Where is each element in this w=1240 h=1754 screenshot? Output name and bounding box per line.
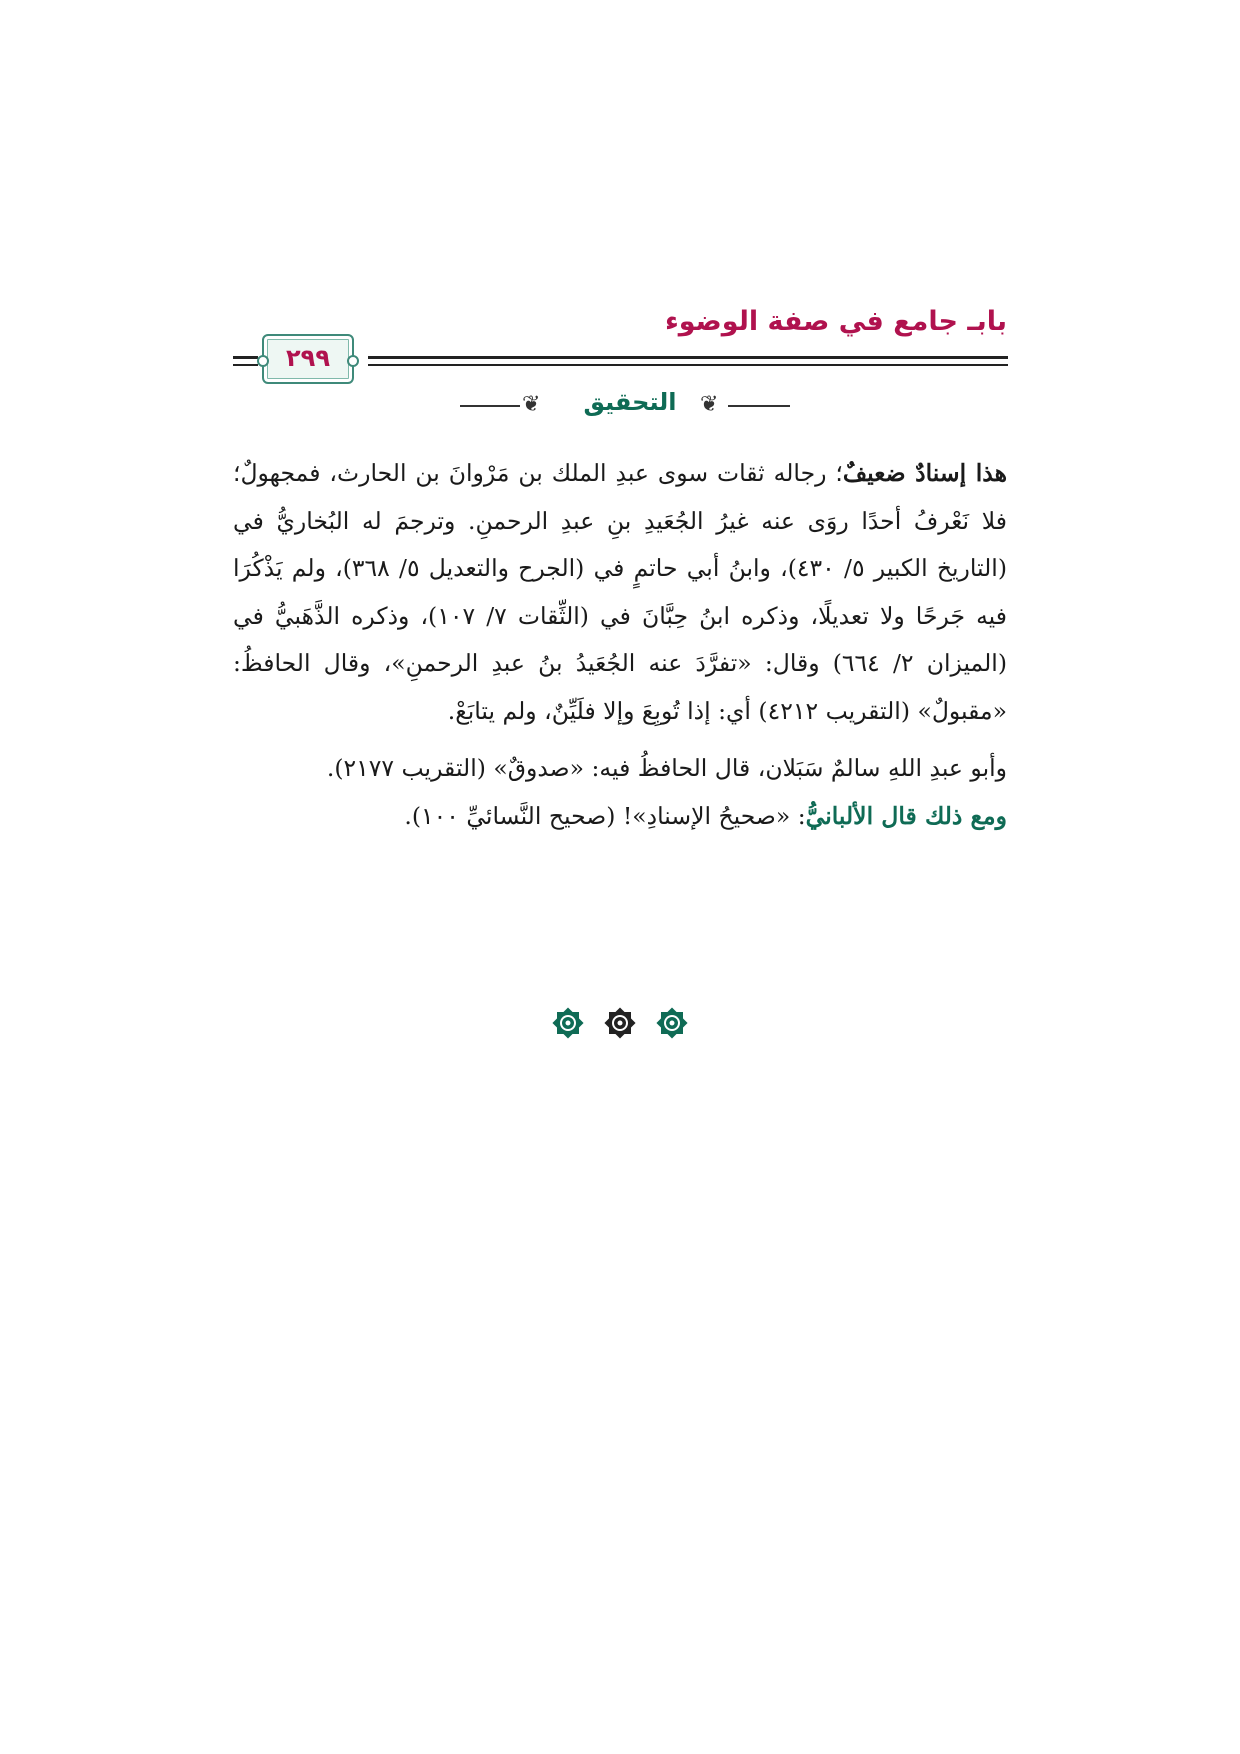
section-end-ornaments xyxy=(520,1006,720,1046)
running-head: بابـ جامع في صفة الوضوء xyxy=(664,306,1007,337)
header-rule xyxy=(368,364,1008,366)
section-divider-line xyxy=(728,405,790,407)
paragraph-lead: هذا إسنادٌ ضعيفٌ xyxy=(842,459,1008,487)
paragraph xyxy=(233,450,1007,735)
paragraph-text: ؛ رجاله ثقات سوى عبدِ الملك بن مَرْوانَ بن الحارث، فمجهولٌ؛ فلا نَعْرفُ أحدًا روَى عنه غيرُ الجُعَيدِ بنِ عبدِ الرحمنِ. وترجمَ له البُخاريُّ في (التاريخ الكبير ٥/ ٤٣٠)، وابنُ أبي حاتمٍ في (الجرح والتعديل ٥/ ٣٦٨)، ولم يَذْكُرَا فيه جَرحًا ولا تعديلًا، وذكره ابنُ حِبَّانَ في (الثِّقات ٧/ ١٠٧)، وذكره الذَّهَبيُّ في (الميزان ٢/ ٦٦٤) وقال: «تفرَّدَ عنه الجُعَيدُ بنُ عبدِ الرحمنِ»، وقال الحافظُ: «مقبولٌ» (التقريب ٤٢١٢) أي: إذا تُوبِعَ وإلا فلَيِّنٌ، ولم يتابَعْ. xyxy=(233,459,1008,725)
body-text xyxy=(233,450,1007,840)
paragraph xyxy=(233,745,1007,793)
header-rule-left xyxy=(233,364,258,366)
paragraph-lead: ومع ذلك قال الألبانيُّ xyxy=(805,801,1007,830)
flourish-icon: ❦ xyxy=(522,392,541,417)
header-rule xyxy=(368,356,1008,359)
paragraph-text: وأبو عبدِ اللهِ سالمٌ سَبَلان، قال الحافظُ فيه: «صدوقٌ» (التقريب ٢١٧٧). xyxy=(326,754,1007,782)
header-rule-left xyxy=(233,356,258,359)
page-number-frame xyxy=(262,334,354,384)
section-title: التحقيق xyxy=(583,388,677,416)
flourish-icon: ❦ xyxy=(700,392,719,417)
star-ornament-icon xyxy=(551,1006,585,1040)
star-ornament-icon xyxy=(603,1006,637,1040)
paragraph xyxy=(233,793,1007,841)
star-ornament-icon xyxy=(655,1006,689,1040)
page-number: ٢٩٩ xyxy=(286,344,330,372)
section-divider-line xyxy=(460,405,520,407)
paragraph-text: : «صحيحُ الإسنادِ»! (صحيح النَّسائيِّ ١٠٠). xyxy=(404,801,806,830)
